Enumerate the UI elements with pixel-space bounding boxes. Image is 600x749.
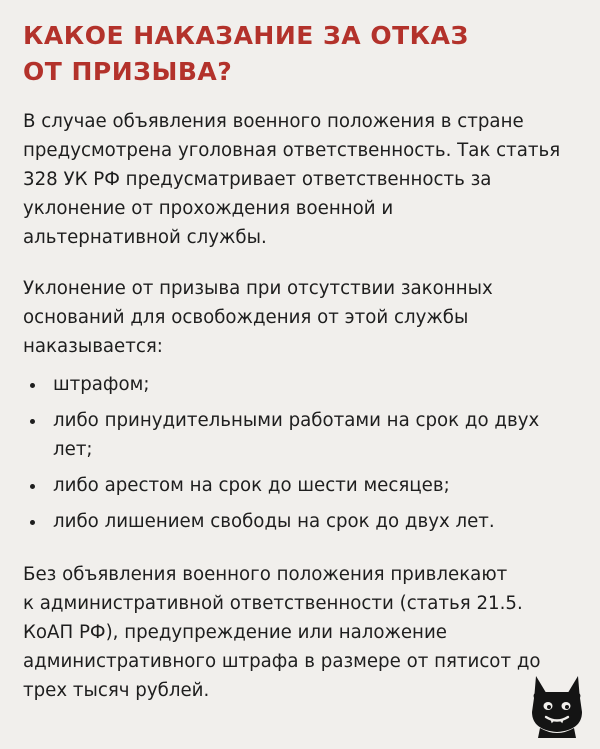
bullet-dot-icon xyxy=(30,484,35,489)
paragraph-evasion xyxy=(23,274,583,361)
paragraph-administrative xyxy=(23,560,583,705)
list-item-text: штрафом; xyxy=(53,374,150,395)
page-title-line: КАКОЕ НАКАЗАНИЕ ЗА ОТКАЗ xyxy=(23,21,469,50)
paragraph-line: к административной ответственности (статья 21.5. xyxy=(23,593,523,614)
paragraph-line: уклонение от прохождения военной и xyxy=(23,198,394,219)
black-fox-mascot-icon xyxy=(526,672,588,738)
paragraph-line: наказывается: xyxy=(23,336,163,357)
list-item-text: либо лишением свободы на срок до двух лет. xyxy=(53,511,495,532)
paragraph-line: Без объявления военного положения привлекают xyxy=(23,564,508,585)
penalties-list xyxy=(23,370,583,543)
list-item xyxy=(23,370,583,399)
bullet-dot-icon xyxy=(30,520,35,525)
paragraph-line: оснований для освобождения от этой службы xyxy=(23,307,469,328)
paragraph-line: КоАП РФ), предупреждение или наложение xyxy=(23,622,447,643)
paragraph-martial-law xyxy=(23,107,583,252)
list-item xyxy=(23,406,583,464)
list-item-text: либо принудительными работами на срок до двух xyxy=(53,410,540,431)
paragraph-line: предусмотрена уголовная ответственность. Так статья xyxy=(23,140,561,161)
list-item xyxy=(23,471,583,500)
paragraph-line: административного штрафа в размере от пятисот до xyxy=(23,651,541,672)
list-item-text: либо арестом на срок до шести месяцев; xyxy=(53,475,450,496)
list-item-text: лет; xyxy=(53,439,93,460)
paragraph-line: альтернативной службы. xyxy=(23,227,267,248)
paragraph-line: Уклонение от призыва при отсутствии законных xyxy=(23,278,493,299)
list-item xyxy=(23,507,583,536)
bullet-dot-icon xyxy=(30,383,35,388)
paragraph-line: 328 УК РФ предусматривает ответственность за xyxy=(23,169,492,190)
paragraph-line: трех тысяч рублей. xyxy=(23,680,210,701)
bullet-dot-icon xyxy=(30,419,35,424)
paragraph-line: В случае объявления военного положения в стране xyxy=(23,111,524,132)
page-title xyxy=(23,18,563,90)
page-title-line: ОТ ПРИЗЫВА? xyxy=(23,57,233,86)
